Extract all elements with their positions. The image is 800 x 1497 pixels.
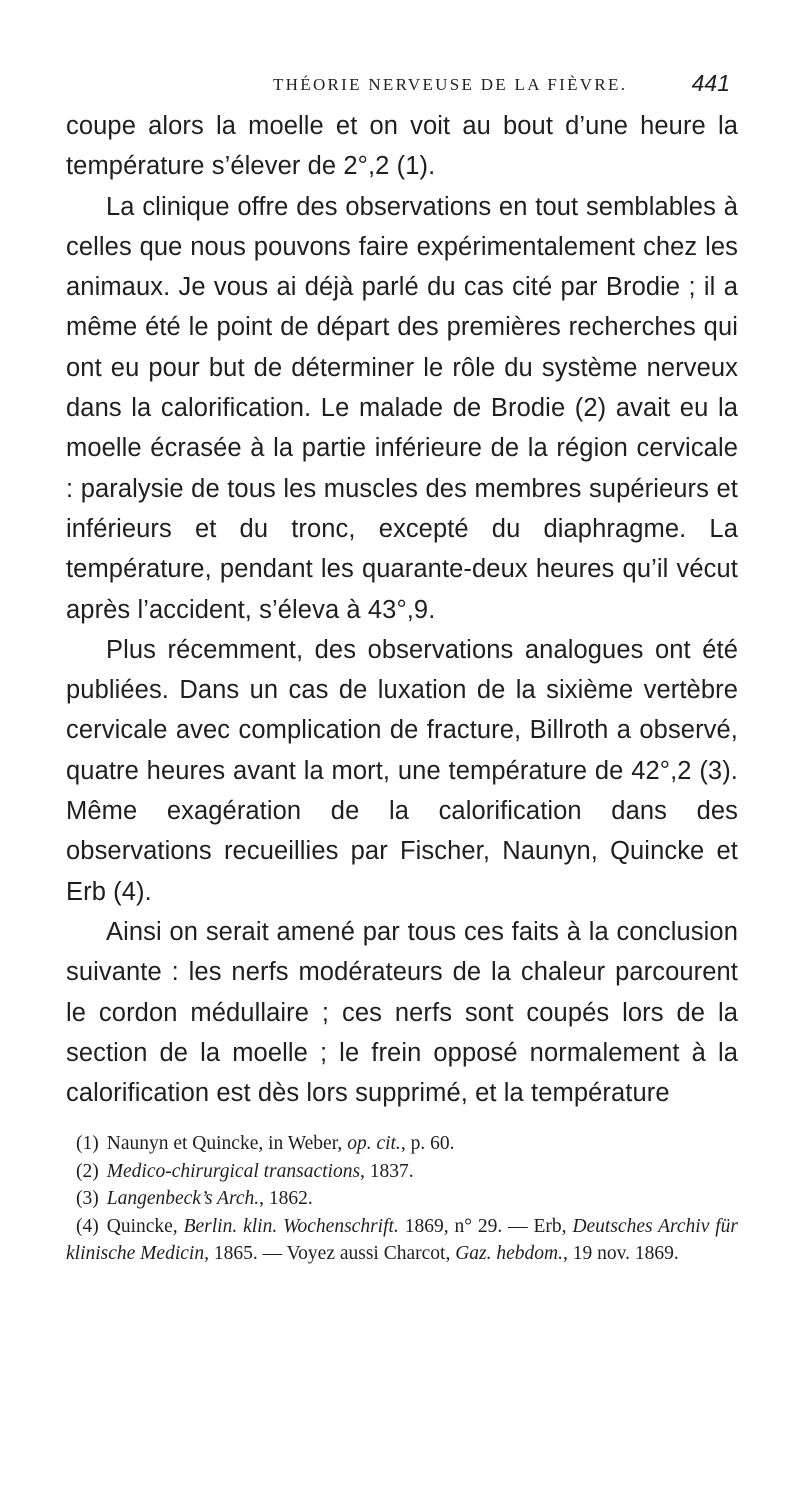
main-text — [66, 106, 738, 1113]
footnote-text: Naunyn et Quincke, in Weber, — [106, 1133, 348, 1155]
footnote-citation: Deutsches Archiv für klinische Medicin, — [66, 1215, 739, 1265]
footnotes — [66, 1130, 738, 1268]
footnote-marker: (2) — [76, 1160, 99, 1182]
footnote-citation: Medico-chirurgical transactions — [106, 1160, 361, 1182]
running-title: THÉORIE NERVEUSE DE LA FIÈVRE. — [273, 75, 628, 94]
footnote-text: , 1862. — [259, 1188, 313, 1210]
footnote-4 — [66, 1213, 738, 1268]
footnote-text: , 19 nov. 1869. — [563, 1243, 679, 1265]
footnote-marker: (1) — [76, 1133, 99, 1155]
footnote-3 — [66, 1185, 738, 1213]
paragraph-conclusion: Ainsi on serait amené par tous ces faits à la conclusion suivante : les nerfs modérateurs de la chaleur parcourent le cordon médullaire ; ces nerfs sont coupés lors de la section de la moelle ; le frein opposé normalement à la calorification est dès lors supprimé, et la température — [66, 917, 738, 1108]
paragraph-recent-observations: Plus récemment, des observations analogues ont été publiées. Dans un cas de luxation de la sixième vertèbre cervicale avec complication de fracture, Billroth a observé, quatre heures avant la mort, une température de 42°,2 (3). Même exagération de la calorification dans des observations recueillies par Fischer, Naunyn, Quincke et Erb (4). — [66, 635, 738, 906]
footnote-text: 1869, n° 29. — Erb, — [398, 1215, 573, 1237]
running-head — [66, 72, 738, 102]
footnote-citation: Berlin. klin. Wochenschrift. — [183, 1215, 399, 1237]
footnote-marker: (4) — [76, 1215, 99, 1237]
paragraph-clinical-observations: La clinique offre des observations en tout semblables à celles que nous pouvons faire expérimentalement chez les animaux. Je vous ai déjà parlé du cas cité par Brodie ; il a même été le point de départ des premières recherches qui ont eu pour but de déterminer le rôle du système nerveux dans la calorification. Le malade de Brodie (2) avait eu la moelle écrasée à la partie inférieure de la région cervicale : paralysie de tous les muscles des membres supérieurs et inférieurs et du tronc, excepté du diaphragme. La température, pendant les quarante-deux heures qu’il vécut après l’accident, s’éleva à 43°,9. — [66, 192, 738, 624]
footnote-marker: (3) — [76, 1188, 99, 1210]
footnote-citation: Langenbeck’s Arch. — [106, 1188, 260, 1210]
footnote-1 — [66, 1130, 738, 1158]
footnote-citation: Gaz. hebdom. — [455, 1243, 564, 1265]
footnote-text: , 1837. — [360, 1160, 414, 1182]
page-number: 441 — [691, 70, 730, 96]
footnote-text: 1865. — Voyez aussi Charcot, — [208, 1243, 456, 1265]
footnote-text: Quincke, — [106, 1215, 184, 1237]
paragraph-continuation: coupe alors la moelle et on voit au bout d’une heure la température s’élever de 2°,2 (1). — [66, 112, 738, 181]
footnote-2 — [66, 1158, 738, 1186]
footnote-citation: op. cit. — [347, 1133, 401, 1155]
footnote-text: , p. 60. — [400, 1133, 455, 1155]
